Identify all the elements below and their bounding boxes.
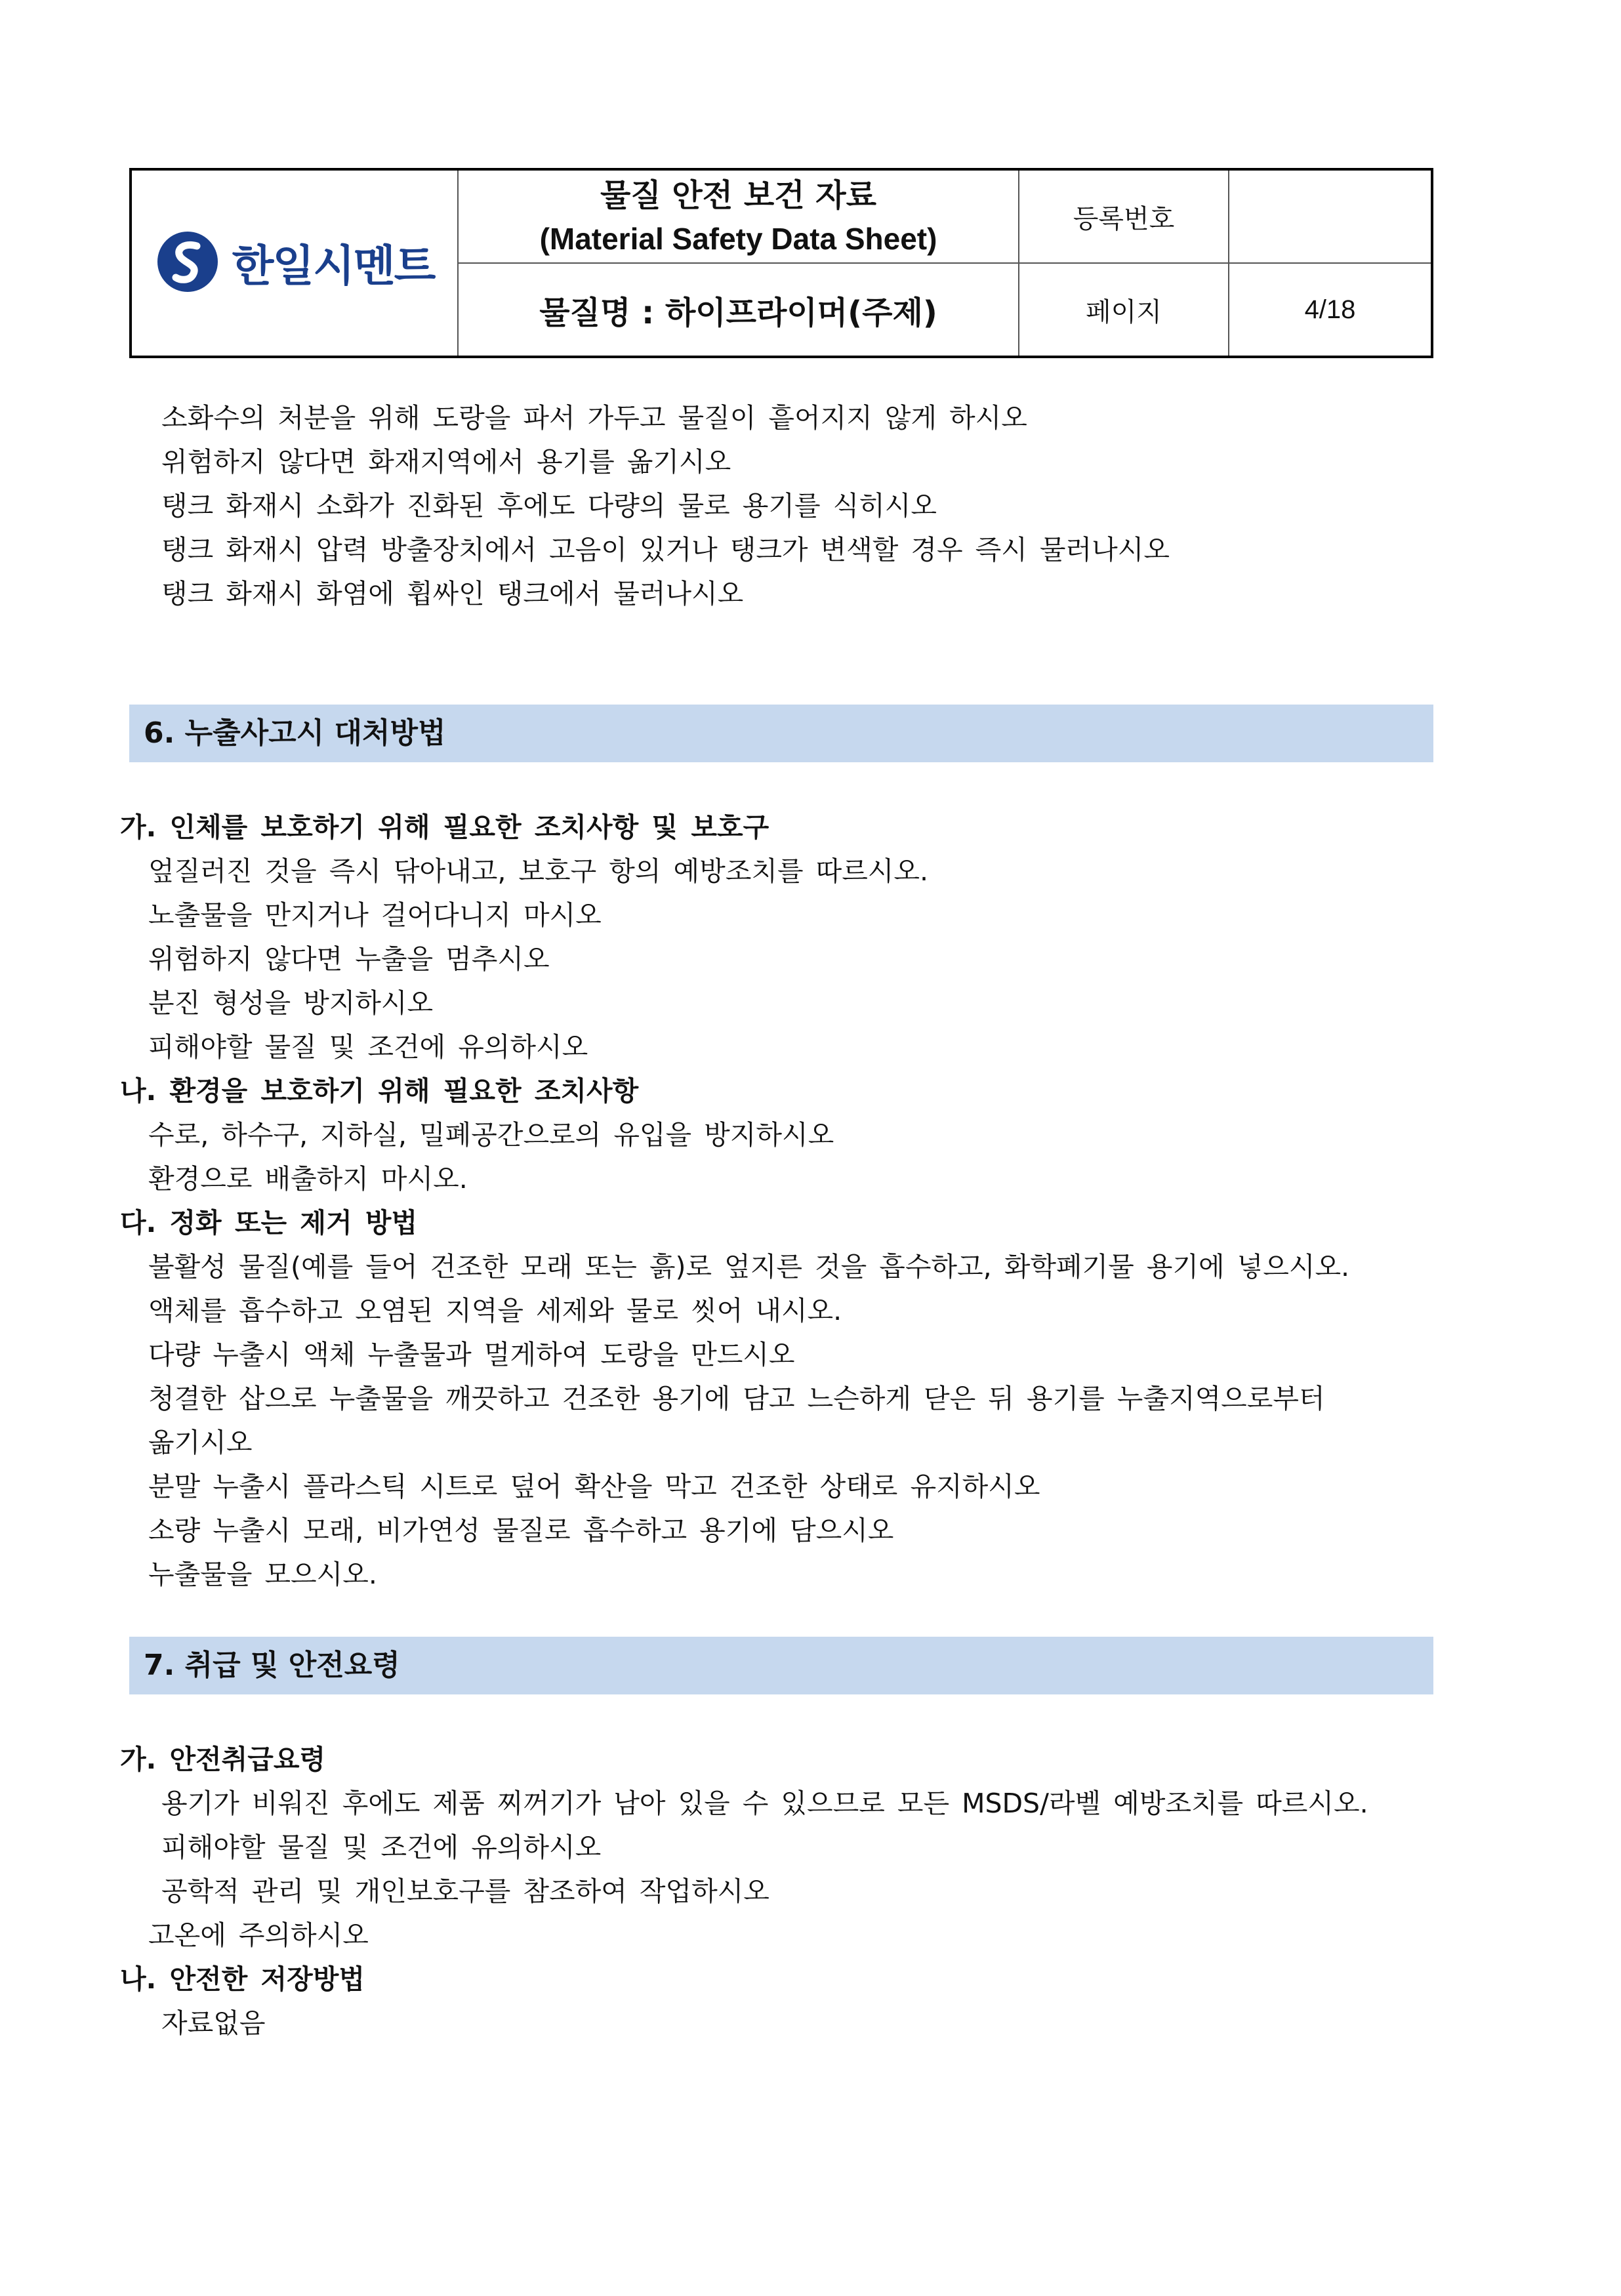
section-6a-line: 위험하지 않다면 누출을 멈추시오 <box>148 943 550 975</box>
logo-text: 한일시멘트 <box>232 240 435 291</box>
section-6c-line: 불활성 물질(예를 들어 건조한 모래 또는 흙)로 엎지른 것을 흡수하고, 화학폐기물 용기에 넣으시오. <box>148 1251 1350 1282</box>
section-6c-line: 액체를 흡수하고 오염된 지역을 세제와 물로 씻어 내시오. <box>148 1295 842 1326</box>
document-title-cell <box>458 169 1019 263</box>
hanil-logo-icon <box>155 229 220 295</box>
product-name: 물질명 : 하이프라이머(주제) <box>458 263 1019 357</box>
section-6c-heading: 다. 정화 또는 제거 방법 <box>120 1207 418 1239</box>
section-6a-line: 피해야할 물질 및 조건에 유의하시오 <box>148 1031 588 1063</box>
page-label: 페이지 <box>1019 263 1229 357</box>
registration-value <box>1229 169 1432 263</box>
section-7a-line: 용기가 비워진 후에도 제품 찌꺼기가 남아 있을 수 있으므로 모든 MSDS/라벨 예방조치를 따르시오. <box>161 1788 1368 1819</box>
section-6b-line: 환경으로 배출하지 마시오. <box>148 1163 468 1195</box>
registration-label: 등록번호 <box>1019 169 1229 263</box>
section-7a-heading: 가. 안전취급요령 <box>120 1744 326 1775</box>
page-number: 4/18 <box>1229 263 1432 357</box>
section-6c-line: 분말 누출시 플라스틱 시트로 덮어 확산을 막고 건조한 상태로 유지하시오 <box>148 1471 1040 1502</box>
section-6-header <box>129 705 1433 762</box>
fire-line: 탱크 화재시 소화가 진화된 후에도 다량의 물로 용기를 식히시오 <box>161 490 937 522</box>
section-6c-line: 옮기시오 <box>148 1427 253 1458</box>
section-7-title: 7. 취급 및 안전요령 <box>144 1649 400 1682</box>
section-6c-line: 청결한 삽으로 누출물을 깨끗하고 건조한 용기에 담고 느슨하게 닫은 뒤 용기를 누출지역으로부터 <box>148 1383 1325 1414</box>
section-7b-heading: 나. 안전한 저장방법 <box>120 1963 365 1995</box>
section-6a-heading: 가. 인체를 보호하기 위해 필요한 조치사항 및 보호구 <box>120 811 769 843</box>
document-title-en: (Material Safety Data Sheet) <box>539 222 937 256</box>
fire-line: 위험하지 않다면 화재지역에서 용기를 옮기시오 <box>161 446 731 478</box>
section-6b-heading: 나. 환경을 보호하기 위해 필요한 조치사항 <box>120 1075 639 1107</box>
fire-line: 탱크 화재시 압력 방출장치에서 고음이 있거나 탱크가 변색할 경우 즉시 물러나시오 <box>161 534 1170 565</box>
section-6c-line: 소량 누출시 모래, 비가연성 물질로 흡수하고 용기에 담으시오 <box>148 1515 894 1546</box>
section-7b-line: 자료없음 <box>161 2007 266 2039</box>
section-7a-line: 피해야할 물질 및 조건에 유의하시오 <box>161 1832 602 1863</box>
section-6a-line: 노출물을 만지거나 걸어다니지 마시오 <box>148 899 602 931</box>
section-6b-line: 수로, 하수구, 지하실, 밀폐공간으로의 유입을 방지하시오 <box>148 1119 834 1151</box>
section-6a-line: 엎질러진 것을 즉시 닦아내고, 보호구 항의 예방조치를 따르시오. <box>148 855 929 887</box>
company-logo <box>155 229 435 295</box>
fire-line: 소화수의 처분을 위해 도랑을 파서 가두고 물질이 흩어지지 않게 하시오 <box>161 402 1027 434</box>
section-7a-line: 공학적 관리 및 개인보호구를 참조하여 작업하시오 <box>161 1876 769 1907</box>
section-6c-line: 누출물을 모으시오. <box>148 1559 377 1590</box>
section-6c-line: 다량 누출시 액체 누출물과 멀게하여 도랑을 만드시오 <box>148 1339 795 1370</box>
section-7-header <box>129 1637 1433 1694</box>
company-logo-cell <box>131 169 458 357</box>
section-6-title: 6. 누출사고시 대처방법 <box>144 716 446 750</box>
fire-line: 탱크 화재시 화염에 휩싸인 탱크에서 물러나시오 <box>161 578 744 609</box>
section-6a-line: 분진 형성을 방지하시오 <box>148 987 434 1019</box>
section-7a-line: 고온에 주의하시오 <box>148 1919 369 1951</box>
document-title-ko: 물질 안전 보건 자료 <box>600 177 877 214</box>
msds-header-table <box>129 168 1433 358</box>
